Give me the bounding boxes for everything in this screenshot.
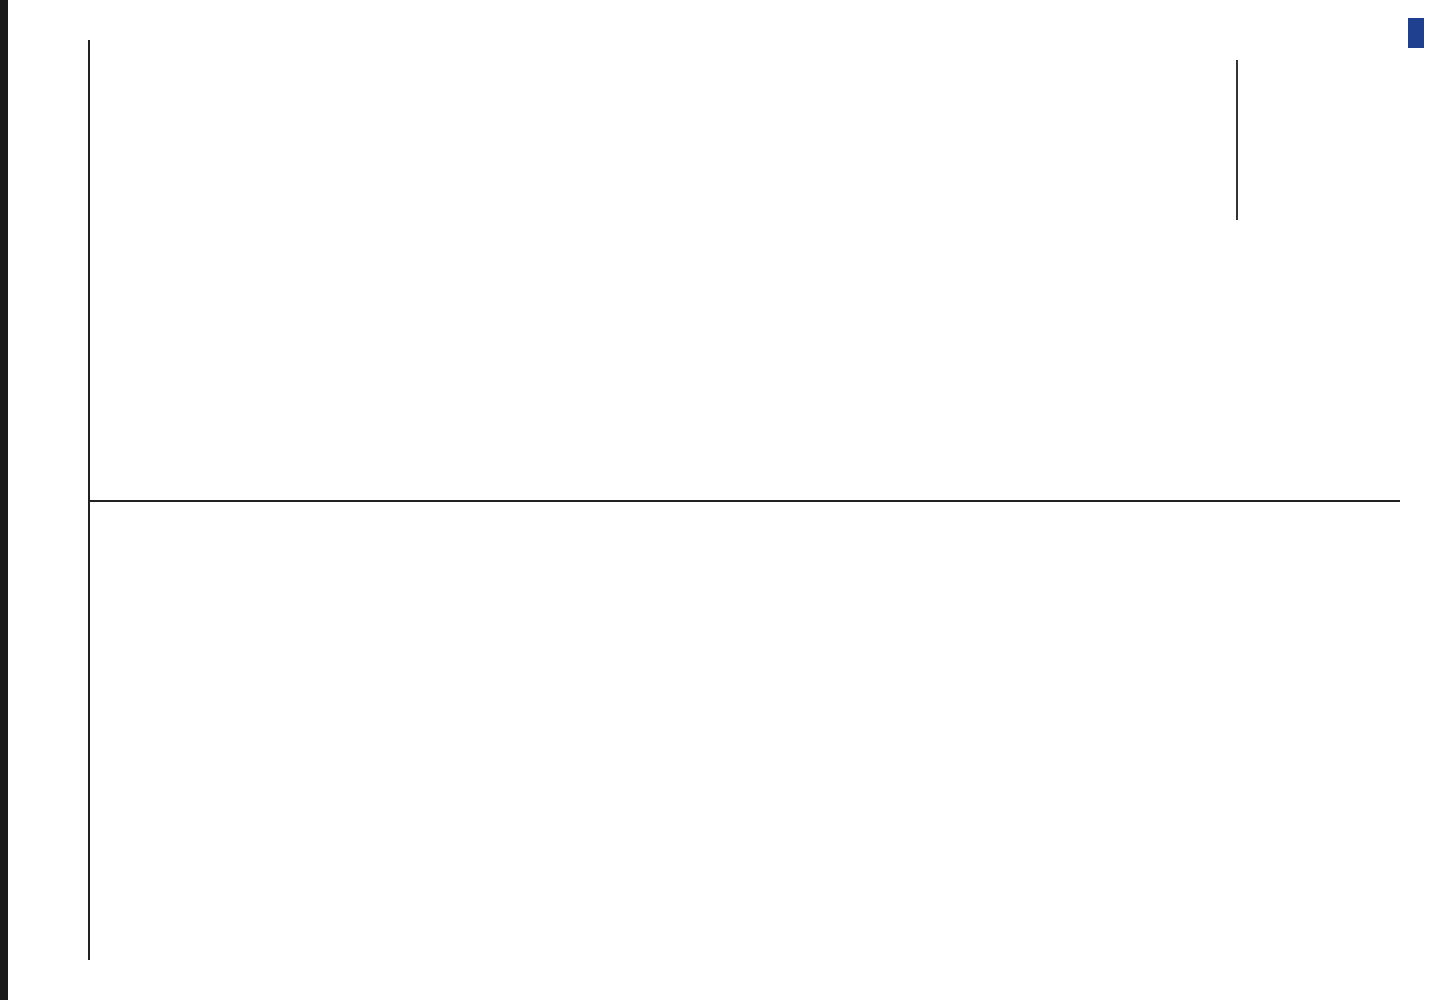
left-column-line	[328, 520, 337, 960]
left-column-line	[850, 520, 859, 960]
column-divider	[90, 500, 1400, 502]
left-column-line	[811, 520, 820, 960]
scan-border	[0, 0, 8, 1000]
left-column-line	[135, 520, 144, 960]
left-column-line	[541, 520, 550, 960]
left-column-line	[270, 520, 279, 960]
left-column-line	[386, 520, 395, 960]
right-column-line	[1159, 60, 1168, 480]
right-column-line	[328, 60, 337, 480]
right-text-column	[96, 60, 1246, 480]
right-column-line	[212, 60, 221, 480]
right-column-line	[251, 60, 260, 480]
left-column-line	[116, 520, 125, 960]
left-column-line	[638, 520, 647, 960]
left-column-line	[1043, 520, 1052, 960]
footnote-rule	[1236, 60, 1238, 220]
right-column-line	[386, 60, 395, 480]
left-column-line	[1101, 520, 1110, 960]
left-column-line	[174, 520, 183, 960]
right-column-line	[599, 60, 608, 480]
left-column-line	[657, 520, 666, 960]
digitization-credit	[1404, 40, 1428, 960]
right-column-line	[580, 60, 589, 480]
right-column-line	[850, 60, 859, 480]
left-column-line	[792, 520, 801, 960]
right-column-line	[193, 60, 202, 480]
right-column-line	[927, 60, 936, 480]
left-column-line	[1140, 520, 1149, 960]
left-column-line	[522, 520, 531, 960]
right-column-line	[96, 60, 105, 480]
left-column-line	[715, 520, 724, 960]
left-column-line	[599, 520, 608, 960]
right-column-line	[1082, 60, 1091, 480]
right-column-line	[174, 60, 183, 480]
right-column-line	[135, 60, 144, 480]
right-column-line	[1024, 60, 1033, 480]
right-column-line	[367, 60, 376, 480]
right-column-line	[695, 60, 704, 480]
left-column-line	[676, 520, 685, 960]
left-column-line	[348, 520, 357, 960]
right-column-line	[116, 60, 125, 480]
right-column-line	[1179, 60, 1188, 480]
running-head	[52, 40, 88, 960]
right-column-line	[869, 60, 878, 480]
right-column-line	[715, 60, 724, 480]
left-column-line	[444, 520, 453, 960]
sheet-number	[1330, 760, 1350, 800]
left-column-line	[734, 520, 743, 960]
left-column-line	[580, 520, 589, 960]
right-column-line	[985, 60, 994, 480]
right-column-line	[734, 60, 743, 480]
right-column-line	[154, 60, 163, 480]
left-column-line	[1179, 520, 1188, 960]
left-column-line	[1217, 520, 1226, 960]
left-column-line	[908, 520, 917, 960]
right-column-line	[1217, 60, 1226, 480]
right-column-line	[1043, 60, 1052, 480]
right-column-line	[309, 60, 318, 480]
left-column-line	[483, 520, 492, 960]
left-column-line	[309, 520, 318, 960]
left-column-line	[96, 520, 105, 960]
right-column-line	[618, 60, 627, 480]
right-column-line	[947, 60, 956, 480]
right-column-line	[1140, 60, 1149, 480]
right-column-line	[1101, 60, 1110, 480]
left-column-line	[753, 520, 762, 960]
right-column-line	[502, 60, 511, 480]
right-column-line	[348, 60, 357, 480]
right-column-line	[541, 60, 550, 480]
left-column-line	[1237, 520, 1246, 960]
left-column-line	[966, 520, 975, 960]
left-column-line	[502, 520, 511, 960]
left-column-line	[889, 520, 898, 960]
right-column-line	[1005, 60, 1014, 480]
left-column-line	[1159, 520, 1168, 960]
left-column-line	[290, 520, 299, 960]
right-column-line	[232, 60, 241, 480]
left-column-line	[831, 520, 840, 960]
right-column-line	[831, 60, 840, 480]
right-column-line	[560, 60, 569, 480]
left-column-line	[869, 520, 878, 960]
right-column-line	[811, 60, 820, 480]
right-column-line	[676, 60, 685, 480]
left-column-line	[1063, 520, 1072, 960]
right-column-line	[657, 60, 666, 480]
left-column-line	[212, 520, 221, 960]
left-column-line	[695, 520, 704, 960]
left-column-line	[154, 520, 163, 960]
right-column-line	[290, 60, 299, 480]
left-column-line	[367, 520, 376, 960]
right-column-line	[753, 60, 762, 480]
left-column-line	[1024, 520, 1033, 960]
right-column-line	[406, 60, 415, 480]
right-column-line	[908, 60, 917, 480]
left-column-line	[773, 520, 782, 960]
left-column-line	[251, 520, 260, 960]
left-column-line	[464, 520, 473, 960]
right-column-line	[1121, 60, 1130, 480]
left-column-line	[193, 520, 202, 960]
right-column-line	[792, 60, 801, 480]
right-column-line	[425, 60, 434, 480]
right-column-line	[1198, 60, 1207, 480]
right-column-line	[1063, 60, 1072, 480]
dfg-logo	[1408, 18, 1424, 48]
left-column-line	[425, 520, 434, 960]
left-column-line	[1082, 520, 1091, 960]
left-column-line	[618, 520, 627, 960]
right-column-line	[638, 60, 647, 480]
right-column-line	[444, 60, 453, 480]
right-column-line	[773, 60, 782, 480]
left-column-line	[985, 520, 994, 960]
left-column-line	[1198, 520, 1207, 960]
left-column-line	[560, 520, 569, 960]
right-column-line	[464, 60, 473, 480]
left-column-line	[406, 520, 415, 960]
right-column-line	[483, 60, 492, 480]
right-column-line	[270, 60, 279, 480]
right-column-line	[889, 60, 898, 480]
left-column-line	[1005, 520, 1014, 960]
left-column-line	[927, 520, 936, 960]
right-column-line	[966, 60, 975, 480]
right-column-line	[522, 60, 531, 480]
left-column-line	[1121, 520, 1130, 960]
left-text-column	[96, 520, 1246, 960]
left-column-line	[232, 520, 241, 960]
right-column-line	[1237, 60, 1246, 480]
left-column-line	[947, 520, 956, 960]
